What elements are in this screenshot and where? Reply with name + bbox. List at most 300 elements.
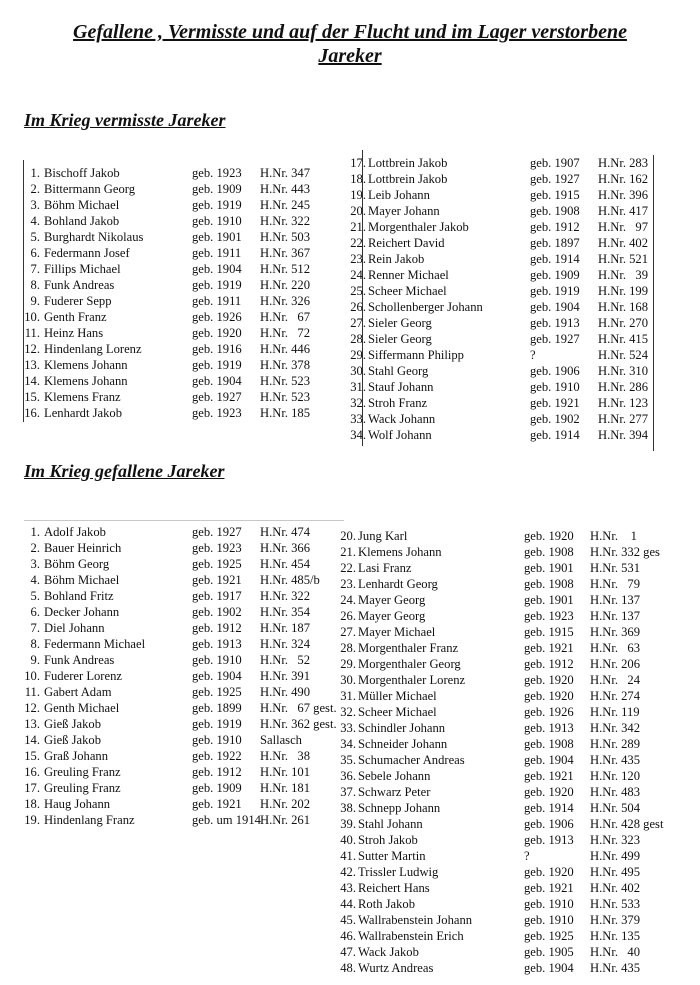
entry-birth: geb. 1910 (192, 214, 242, 228)
list-row (10, 278, 350, 294)
entry-birth: geb. 1913 (530, 316, 580, 330)
entry-birth: geb. 1919 (192, 278, 242, 292)
list-row (340, 545, 697, 561)
entry-name: Schindler Johann (358, 721, 446, 735)
entry-name: Lenhardt Jakob (44, 406, 122, 420)
list-row (10, 813, 355, 829)
entry-number: 24. (350, 268, 366, 282)
entry-name: Roth Jakob (358, 897, 416, 911)
entry-birth: geb. 1919 (192, 358, 242, 372)
entry-number: 3. (30, 557, 40, 571)
entry-birth: geb. 1921 (524, 881, 574, 895)
entry-number: 31. (340, 689, 356, 703)
entry-name: Mayer Georg (358, 593, 426, 607)
entry-house-number: H.Nr. 120 (590, 769, 641, 783)
entry-house-number: H.Nr. 39 (598, 268, 649, 282)
entry-birth: geb. 1897 (530, 236, 580, 250)
entry-number: 21. (340, 545, 356, 559)
entry-number: 13. (24, 358, 40, 372)
entry-birth: geb. 1912 (192, 765, 242, 779)
list-row (340, 929, 697, 945)
entry-house-number: H.Nr. 512 (260, 262, 311, 276)
entry-birth: geb. 1922 (192, 749, 242, 763)
entry-name: Genth Franz (44, 310, 107, 324)
entry-number: 36. (340, 769, 356, 783)
entry-house-number: H.Nr. 310 (598, 364, 649, 378)
list-row (340, 625, 697, 641)
entry-birth: geb. 1919 (530, 284, 580, 298)
entry-birth: geb. 1920 (524, 673, 574, 687)
entry-birth: geb. 1910 (524, 897, 574, 911)
entry-house-number: H.Nr. 199 (598, 284, 649, 298)
list-row (10, 733, 355, 749)
entry-birth: geb. 1905 (524, 945, 574, 959)
entry-number: 37. (340, 785, 356, 799)
entry-name: Mayer Johann (368, 204, 440, 218)
entry-birth: geb. 1904 (524, 753, 574, 767)
entry-house-number: H.Nr. 342 (590, 721, 641, 735)
fallen-heading: Im Krieg gefallene Jareker (24, 461, 225, 481)
entry-house-number: H.Nr. 324 (260, 637, 311, 651)
entry-name: Adolf Jakob (44, 525, 106, 539)
list-row (340, 945, 697, 961)
entry-house-number: H.Nr. 67 (260, 310, 311, 324)
entry-name: Funk Andreas (44, 653, 115, 667)
entry-number: 27. (350, 316, 366, 330)
entry-name: Bauer Heinrich (44, 541, 122, 555)
list-row (10, 214, 350, 230)
list-row (340, 801, 697, 817)
entry-number: 14. (24, 733, 40, 747)
list-row (350, 412, 662, 428)
list-row (10, 797, 355, 813)
entry-birth: geb. 1920 (524, 785, 574, 799)
entry-number: 33. (350, 412, 366, 426)
list-row (10, 342, 350, 358)
list-row (10, 669, 355, 685)
entry-number: 29. (340, 657, 356, 671)
entry-birth: geb. 1914 (530, 428, 580, 442)
entry-house-number: H.Nr. 289 (590, 737, 641, 751)
entry-number: 19. (24, 813, 40, 827)
list-row (10, 781, 355, 797)
entry-birth: geb. 1906 (524, 817, 574, 831)
entry-name: Bohland Fritz (44, 589, 114, 603)
entry-birth: geb. 1927 (530, 332, 580, 346)
list-row (10, 310, 350, 326)
entry-birth: geb. 1902 (530, 412, 580, 426)
entry-birth: geb. 1921 (524, 769, 574, 783)
entry-house-number: H.Nr. 168 (598, 300, 649, 314)
entry-house-number: H.Nr. 38 (260, 749, 311, 763)
entry-number: 7. (30, 262, 40, 276)
entry-birth: geb. 1915 (524, 625, 574, 639)
entry-house-number: H.Nr. 181 (260, 781, 311, 795)
entry-name: Burghardt Nikolaus (44, 230, 144, 244)
entry-birth: geb. 1904 (192, 374, 242, 388)
entry-number: 43. (340, 881, 356, 895)
entry-number: 5. (30, 589, 40, 603)
list-row (350, 188, 662, 204)
entry-birth: geb. 1908 (524, 577, 574, 591)
entry-name: Graß Johann (44, 749, 109, 763)
list-row (350, 428, 662, 444)
entry-number: 42. (340, 865, 356, 879)
entry-house-number: H.Nr. 322 (260, 214, 311, 228)
entry-number: 35. (340, 753, 356, 767)
entry-number: 3. (30, 198, 40, 212)
entry-birth: geb. 1901 (192, 230, 242, 244)
entry-birth: geb. 1909 (192, 182, 242, 196)
entry-house-number: H.Nr. 52 (260, 653, 311, 667)
entry-house-number: H.Nr. 378 (260, 358, 311, 372)
entry-number: 24. (340, 593, 356, 607)
entry-number: 15. (24, 390, 40, 404)
list-row (340, 721, 697, 737)
entry-house-number: H.Nr. 402 (598, 236, 649, 250)
entry-number: 8. (30, 637, 40, 651)
entry-house-number: H.Nr. 1 (590, 529, 637, 543)
entry-house-number: H.Nr. 396 (598, 188, 649, 202)
entry-name: Federmann Michael (44, 637, 146, 651)
entry-number: 10. (24, 669, 40, 683)
entry-name: Schneider Johann (358, 737, 448, 751)
entry-birth: geb. 1926 (524, 705, 574, 719)
entry-birth: geb. 1920 (524, 529, 574, 543)
list-row (10, 358, 350, 374)
list-row (340, 673, 697, 689)
entry-name: Böhm Michael (44, 573, 120, 587)
entry-name: Hindenlang Lorenz (44, 342, 142, 356)
list-row (340, 737, 697, 753)
entry-number: 30. (340, 673, 356, 687)
list-row (350, 396, 662, 412)
entry-birth: geb. 1923 (192, 541, 242, 555)
entry-house-number: H.Nr. 523 (260, 390, 311, 404)
entry-house-number: H.Nr. 446 (260, 342, 311, 356)
entry-number: 9. (30, 653, 40, 667)
entry-name: Haug Johann (44, 797, 111, 811)
list-row (350, 332, 662, 348)
entry-number: 14. (24, 374, 40, 388)
entry-house-number: H.Nr. 270 (598, 316, 649, 330)
entry-number: 12. (24, 701, 40, 715)
list-row (340, 865, 697, 881)
list-row (350, 236, 662, 252)
entry-birth: geb. 1904 (530, 300, 580, 314)
entry-house-number: H.Nr. 483 (590, 785, 641, 799)
entry-house-number: H.Nr. 332 ges (590, 545, 660, 559)
entry-birth: geb. 1923 (192, 166, 242, 180)
list-row (350, 268, 662, 284)
entry-house-number: H.Nr. 187 (260, 621, 311, 635)
entry-name: Schwarz Peter (358, 785, 431, 799)
entry-number: 15. (24, 749, 40, 763)
entry-name: Lasi Franz (358, 561, 412, 575)
list-row (10, 605, 355, 621)
entry-number: 22. (340, 561, 356, 575)
entry-house-number: H.Nr. 67 gest. (260, 701, 337, 715)
list-row (340, 705, 697, 721)
entry-birth: geb. 1911 (192, 294, 242, 308)
entry-house-number: H.Nr. 323 (590, 833, 641, 847)
entry-house-number: Sallasch (260, 733, 302, 747)
list-row (10, 390, 350, 406)
entry-name: Wallrabenstein Erich (358, 929, 464, 943)
entry-house-number: H.Nr. 101 (260, 765, 311, 779)
list-row (340, 529, 697, 545)
entry-name: Scheer Michael (368, 284, 447, 298)
entry-number: 11. (24, 326, 40, 340)
entry-house-number: H.Nr. 369 (590, 625, 641, 639)
entry-house-number: H.Nr. 454 (260, 557, 311, 571)
entry-number: 27. (340, 625, 356, 639)
list-row (10, 765, 355, 781)
entry-house-number: H.Nr. 40 (590, 945, 641, 959)
list-row (10, 717, 355, 733)
entry-number: 5. (30, 230, 40, 244)
entry-number: 33. (340, 721, 356, 735)
entry-number: 7. (30, 621, 40, 635)
entry-name: Klemens Johann (44, 374, 128, 388)
list-row (10, 685, 355, 701)
entry-number: 23. (340, 577, 356, 591)
list-row (340, 689, 697, 705)
entry-number: 48. (340, 961, 356, 975)
list-row (350, 220, 662, 236)
list-row (350, 172, 662, 188)
entry-birth: geb. 1911 (192, 246, 242, 260)
entry-birth: geb. 1914 (530, 252, 580, 266)
missing-left-list (10, 166, 350, 422)
entry-birth: geb. 1921 (524, 641, 574, 655)
entry-name: Morgenthaler Georg (358, 657, 461, 671)
entry-number: 21. (350, 220, 366, 234)
entry-name: Klemens Johann (358, 545, 442, 559)
entry-name: Mayer Michael (358, 625, 436, 639)
entry-number: 41. (340, 849, 356, 863)
list-row (340, 881, 697, 897)
entry-name: Bischoff Jakob (44, 166, 120, 180)
entry-number: 16. (24, 406, 40, 420)
entry-birth: geb. 1921 (192, 573, 242, 587)
entry-name: Trissler Ludwig (358, 865, 439, 879)
entry-number: 44. (340, 897, 356, 911)
entry-birth: geb. 1925 (524, 929, 574, 943)
list-row (350, 348, 662, 364)
entry-name: Diel Johann (44, 621, 105, 635)
entry-house-number: H.Nr. 206 (590, 657, 641, 671)
entry-house-number: H.Nr. 63 (590, 641, 641, 655)
entry-number: 31. (350, 380, 366, 394)
entry-house-number: H.Nr. 185 (260, 406, 311, 420)
list-row (340, 833, 697, 849)
entry-house-number: H.Nr. 417 (598, 204, 649, 218)
entry-name: Lenhardt Georg (358, 577, 438, 591)
entry-name: Genth Michael (44, 701, 120, 715)
entry-house-number: H.Nr. 485/b (260, 573, 320, 587)
list-row (10, 557, 355, 573)
entry-birth: geb. 1919 (192, 198, 242, 212)
entry-number: 17. (24, 781, 40, 795)
entry-number: 19. (350, 188, 366, 202)
list-row (10, 326, 350, 342)
entry-birth: geb. 1910 (524, 913, 574, 927)
list-row (340, 593, 697, 609)
entry-house-number: H.Nr. 79 (590, 577, 641, 591)
entry-number: 12. (24, 342, 40, 356)
entry-number: 13. (24, 717, 40, 731)
entry-number: 10. (24, 310, 40, 324)
entry-birth: geb. 1910 (192, 733, 242, 747)
entry-house-number: H.Nr. 379 (590, 913, 641, 927)
entry-number: 18. (350, 172, 366, 186)
entry-house-number: H.Nr. 503 (260, 230, 311, 244)
entry-name: Gieß Jakob (44, 733, 102, 747)
entry-birth: geb. 1904 (192, 262, 242, 276)
entry-name: Renner Michael (368, 268, 449, 282)
entry-name: Mayer Georg (358, 609, 426, 623)
entry-number: 4. (30, 573, 40, 587)
entry-birth: geb. 1926 (192, 310, 242, 324)
entry-number: 2. (30, 182, 40, 196)
entry-name: Lottbrein Jakob (368, 156, 448, 170)
page-title-line2: Jareker (318, 45, 382, 67)
list-row (340, 641, 697, 657)
entry-birth: geb. 1908 (524, 737, 574, 751)
entry-name: Böhm Georg (44, 557, 110, 571)
entry-house-number: H.Nr. 283 (598, 156, 649, 170)
entry-birth: geb. 1906 (530, 364, 580, 378)
entry-house-number: H.Nr. 362 gest. (260, 717, 337, 731)
entry-house-number: H.Nr. 394 (598, 428, 649, 442)
list-row (10, 198, 350, 214)
list-row (10, 406, 350, 422)
entry-name: Hindenlang Franz (44, 813, 135, 827)
list-row (10, 701, 355, 717)
entry-number: 18. (24, 797, 40, 811)
list-row (350, 364, 662, 380)
entry-house-number: H.Nr. 24 (590, 673, 641, 687)
entry-house-number: H.Nr. 97 (598, 220, 649, 234)
entry-number: 2. (30, 541, 40, 555)
entry-house-number: H.Nr. 391 (260, 669, 311, 683)
entry-house-number: H.Nr. 347 (260, 166, 311, 180)
entry-birth: geb. 1923 (524, 609, 574, 623)
entry-birth: geb. 1912 (524, 657, 574, 671)
entry-name: Morgenthaler Franz (358, 641, 459, 655)
entry-birth: geb. 1921 (530, 396, 580, 410)
missing-heading: Im Krieg vermisste Jareker (24, 110, 226, 130)
entry-name: Leib Johann (368, 188, 430, 202)
entry-birth: geb. 1904 (192, 669, 242, 683)
list-row (340, 609, 697, 625)
entry-name: Gieß Jakob (44, 717, 102, 731)
entry-birth: geb. 1920 (524, 689, 574, 703)
entry-name: Stauf Johann (368, 380, 434, 394)
entry-birth: geb. 1907 (530, 156, 580, 170)
entry-name: Federmann Josef (44, 246, 130, 260)
entry-number: 17. (350, 156, 366, 170)
entry-name: Jung Karl (358, 529, 408, 543)
entry-house-number: H.Nr. 402 (590, 881, 641, 895)
entry-number: 6. (30, 605, 40, 619)
entry-house-number: H.Nr. 435 (590, 753, 641, 767)
entry-name: Siffermann Philipp (368, 348, 464, 362)
entry-number: 45. (340, 913, 356, 927)
entry-name: Rein Jakob (368, 252, 425, 266)
list-row (350, 284, 662, 300)
entry-birth: geb. 1920 (524, 865, 574, 879)
entry-name: Bittermann Georg (44, 182, 136, 196)
entry-name: Fillips Michael (44, 262, 121, 276)
entry-name: Scheer Michael (358, 705, 437, 719)
list-row (350, 156, 662, 172)
entry-name: Wallrabenstein Johann (358, 913, 473, 927)
entry-number: 39. (340, 817, 356, 831)
entry-name: Fuderer Lorenz (44, 669, 122, 683)
entry-number: 20. (340, 529, 356, 543)
list-row (350, 252, 662, 268)
entry-name: Bohland Jakob (44, 214, 120, 228)
entry-name: Klemens Johann (44, 358, 128, 372)
list-row (10, 637, 355, 653)
list-row (350, 300, 662, 316)
entry-birth: geb. 1914 (524, 801, 574, 815)
fallen-right-list (340, 529, 697, 977)
entry-house-number: H.Nr. 474 (260, 525, 311, 539)
entry-number: 1. (30, 525, 40, 539)
entry-birth: geb. 1916 (192, 342, 242, 356)
entry-name: Müller Michael (358, 689, 437, 703)
entry-house-number: H.Nr. 322 (260, 589, 311, 603)
entry-house-number: H.Nr. 435 (590, 961, 641, 975)
entry-number: 30. (350, 364, 366, 378)
entry-number: 26. (340, 609, 356, 623)
entry-house-number: H.Nr. 490 (260, 685, 311, 699)
entry-number: 32. (340, 705, 356, 719)
entry-house-number: H.Nr. 415 (598, 332, 649, 346)
entry-birth: geb. 1912 (530, 220, 580, 234)
entry-number: 34. (350, 428, 366, 442)
entry-birth: geb. 1927 (530, 172, 580, 186)
entry-name: Wolf Johann (368, 428, 432, 442)
entry-name: Heinz Hans (44, 326, 104, 340)
list-row (10, 749, 355, 765)
entry-name: Stahl Johann (358, 817, 423, 831)
entry-name: Reichert David (368, 236, 445, 250)
entry-house-number: H.Nr. 202 (260, 797, 311, 811)
entry-birth: ? (530, 348, 536, 362)
entry-house-number: H.Nr. 531 (590, 561, 641, 575)
entry-birth: geb. 1910 (192, 653, 242, 667)
entry-birth: geb. 1910 (530, 380, 580, 394)
entry-birth: geb. 1915 (530, 188, 580, 202)
entry-number: 25. (350, 284, 366, 298)
entry-house-number: H.Nr. 354 (260, 605, 311, 619)
entry-number: 4. (30, 214, 40, 228)
list-row (10, 246, 350, 262)
list-row (340, 769, 697, 785)
entry-number: 20. (350, 204, 366, 218)
entry-number: 29. (350, 348, 366, 362)
entry-name: Schollenberger Johann (368, 300, 483, 314)
entry-house-number: H.Nr. 135 (590, 929, 641, 943)
entry-house-number: H.Nr. 499 (590, 849, 641, 863)
list-row (10, 262, 350, 278)
entry-house-number: H.Nr. 495 (590, 865, 641, 879)
entry-house-number: H.Nr. 286 (598, 380, 649, 394)
